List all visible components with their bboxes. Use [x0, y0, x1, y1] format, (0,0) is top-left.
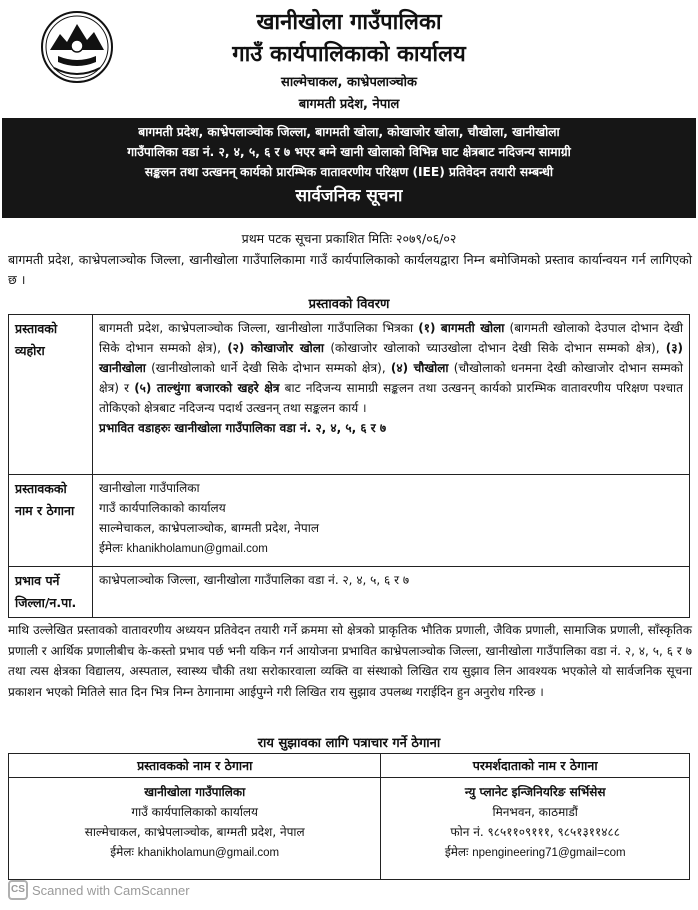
- proposal-description: [93, 315, 690, 475]
- first-publication-date: प्रथम पटक सूचना प्रकाशित मितिः २०७९/०६/०२: [241, 231, 457, 246]
- proposal-details-table: [8, 314, 690, 618]
- proposer-office: गाउँ कार्यपालिकाको कार्यालय: [131, 805, 259, 819]
- watermark-text: Scanned with CamScanner: [32, 882, 190, 898]
- consultant-email[interactable]: npengineering71@gmail=com: [472, 847, 626, 859]
- proposal-text: बागमती प्रदेश, काभ्रेपलाञ्चोक जिल्ला, खानीखोला गाउँपालिका भित्रका: [99, 321, 419, 335]
- camscanner-watermark: [8, 880, 190, 900]
- camscanner-logo-icon: CS: [8, 880, 28, 900]
- proposal-site: (५) ताल्थुंगा बजारको खहरे क्षेत्र: [134, 381, 280, 395]
- proposal-text: (खानीखोलाको धार्ने देखी सिके दोभान सम्मको क्षेत्र),: [145, 361, 391, 375]
- proposer-contact-email[interactable]: khanikholamun@gmail.com: [137, 847, 280, 859]
- proposer-contact: [9, 778, 381, 880]
- notice-title: सार्वजनिक सूचना: [295, 186, 403, 206]
- consultant-phone: फोन नं. ९८५११०९१११, ९८५१३११४८८: [450, 825, 620, 839]
- banner-line1: बागमती प्रदेश, काभ्रेपलाञ्चोक जिल्ला, बागमती खोला, कोखाजोर खोला, चौखोला, खानीखोला: [138, 125, 560, 139]
- email-label: ईमेलः: [110, 845, 138, 859]
- proposal-label: प्रस्तावको व्यहोरा: [9, 315, 93, 475]
- office-address-line1: साल्मेचाकल, काभ्रेपलाञ्चोक: [281, 75, 417, 90]
- proposal-text: (चौखोलाको धनमना देखी कोखाजोर दोभान सम्मको क्षेत्र) र: [99, 361, 683, 395]
- proposer-line: साल्मेचाकल, काभ्रेपलाञ्चोक, बाग्मती प्रदेश, नेपाल: [99, 521, 319, 535]
- consultant-contact: [381, 778, 690, 880]
- proposal-text: बाट नदिजन्य सामाग्री सङ्कलन तथा उत्खनन् कार्यको प्रारम्भिक वातावरणीय परिक्षण पश्चात तोकिएको क्षेत्रबाट नदिजन्य पदार्थ उत्खनन् तथा सङ्कलन कार्य ।: [99, 381, 684, 415]
- details-heading: प्रस्तावको विवरण: [308, 297, 390, 312]
- proposer-line: गाउँ कार्यपालिकाको कार्यालय: [99, 501, 226, 515]
- affected-area-label: प्रभाव पर्ने जिल्ला/न.पा.: [9, 567, 93, 618]
- proposal-site: (३) खानीखोला: [99, 341, 684, 375]
- email-label: ईमेलः: [99, 541, 127, 555]
- affected-wards: प्रभावित वडाहरुः खानीखोला गाउँपालिका वडा नं. २, ४, ५, ६ र ७: [99, 421, 387, 435]
- table-row: [9, 754, 690, 778]
- banner-line3: सङ्कलन तथा उत्खनन् कार्यको प्रारम्भिक वातावरणीय परिक्षण (IEE) प्रतिवेदन तयारी सम्बन्धी: [144, 165, 554, 179]
- proposal-text: (बागमती खोलाको देउपाल दोभान देखी सिके दोभान सम्मको क्षेत्र),: [99, 321, 683, 355]
- banner-line2: गाउँपालिका वडा नं. २, ४, ५, ६ र ७ भएर बग्ने खानी खोलाको विभिन्न घाट क्षेत्रबाट नदिजन्य सामाग्री: [127, 145, 571, 159]
- contacts-heading: राय सुझावका लागि पत्राचार गर्ने ठेगाना: [257, 736, 441, 751]
- proposer-address: साल्मेचाकल, काभ्रेपलाञ्चोक, बाग्मती प्रदेश, नेपाल: [84, 825, 305, 839]
- consultant-address: मिनभवन, काठमाडौं: [492, 805, 578, 819]
- proposer-column-header: प्रस्तावकको नाम र ठेगाना: [9, 754, 381, 778]
- proposer-email-row: [99, 538, 683, 559]
- proposer-details: [93, 475, 690, 567]
- contacts-table: [8, 753, 690, 880]
- consultant-email-row: [385, 842, 685, 863]
- office-name: गाउँ कार्यपालिकाको कार्यालय: [232, 42, 466, 67]
- table-row: [9, 567, 690, 618]
- proposer-email[interactable]: khanikholamun@gmail.com: [126, 543, 268, 555]
- table-row: [9, 778, 690, 880]
- proposer-name: खानीखोला गाउँपालिका: [144, 785, 246, 799]
- proposal-text: (कोखाजोर खोलाको च्याउखोला दोभान देखी सिके दोभान सम्मको क्षेत्र),: [324, 341, 666, 355]
- consultant-column-header: परमर्शदाताको नाम र ठेगाना: [381, 754, 690, 778]
- table-row: [9, 315, 690, 475]
- letterhead: [0, 0, 698, 118]
- proposer-line: खानीखोला गाउँपालिका: [99, 481, 200, 495]
- proposal-site: (२) कोखाजोर खोला: [227, 341, 325, 355]
- proposal-site: (१) बागमती खोला: [418, 321, 505, 335]
- email-label: ईमेलः: [444, 845, 473, 859]
- table-row: [9, 475, 690, 567]
- proposer-email-row: [13, 842, 376, 863]
- request-paragraph: माथि उल्लेखित प्रस्तावको वातावरणीय अध्ययन प्रतिवेदन तयारी गर्ने क्रममा सो क्षेत्रको प्राकृतिक भौतिक प्रणाली, जैविक प्रणाली, सामाजिक प्रणाली, साँस्कृतिक प्रणाली र आर्थिक प्रणालीबीच के-कस्तो प्रभाव पर्छ भनी यकिन गर्न आयोजना प्रभावित काभ्रेपलाञ्चोक जिल्ला, खानीखोला गाउँपालिका वडा नं. २, ४, ५, ६ र ७ तथा त्यस क्षेत्रका विद्यालय, अस्पताल, स्वास्थ्य चौकी तथा सरोकारवाला व्यक्ति वा संस्थाको लिखित राय सुझाव लिन आवश्यक भएकोले यो सार्वजनिक सूचना प्रकाशन भएको मितिले सात दिन भित्र निम्न ठेगानामा आईपुग्ने गरी लिखित राय सुझाव उपलब्ध गराईदिन हुन अनुरोध गरिन्छ ।: [8, 623, 692, 699]
- municipality-name: खानीखोला गाउँपालिका: [256, 10, 442, 35]
- notice-banner: [2, 118, 696, 218]
- proposal-site: (४) चौखोला: [390, 361, 449, 375]
- intro-paragraph: बागमती प्रदेश, काभ्रेपलाञ्चोक जिल्ला, खानीखोला गाउँपालिकामा गाउँ कार्यपालिकाको कार्यलयद्वारा निम्न बमोजिमको प्रस्ताव कार्यान्वयन गर्न लागिएको छ ।: [8, 252, 692, 287]
- affected-area-value: काभ्रेपलाञ्चोक जिल्ला, खानीखोला गाउँपालिका वडा नं. २, ४, ५, ६ र ७: [93, 567, 690, 618]
- consultant-name: न्यु प्लानेट इन्जिनियरिङ सर्भिसेस: [464, 785, 606, 799]
- office-address-line2: बागमती प्रदेश, नेपाल: [298, 97, 400, 112]
- proposer-label: प्रस्तावकको नाम र ठेगाना: [9, 475, 93, 567]
